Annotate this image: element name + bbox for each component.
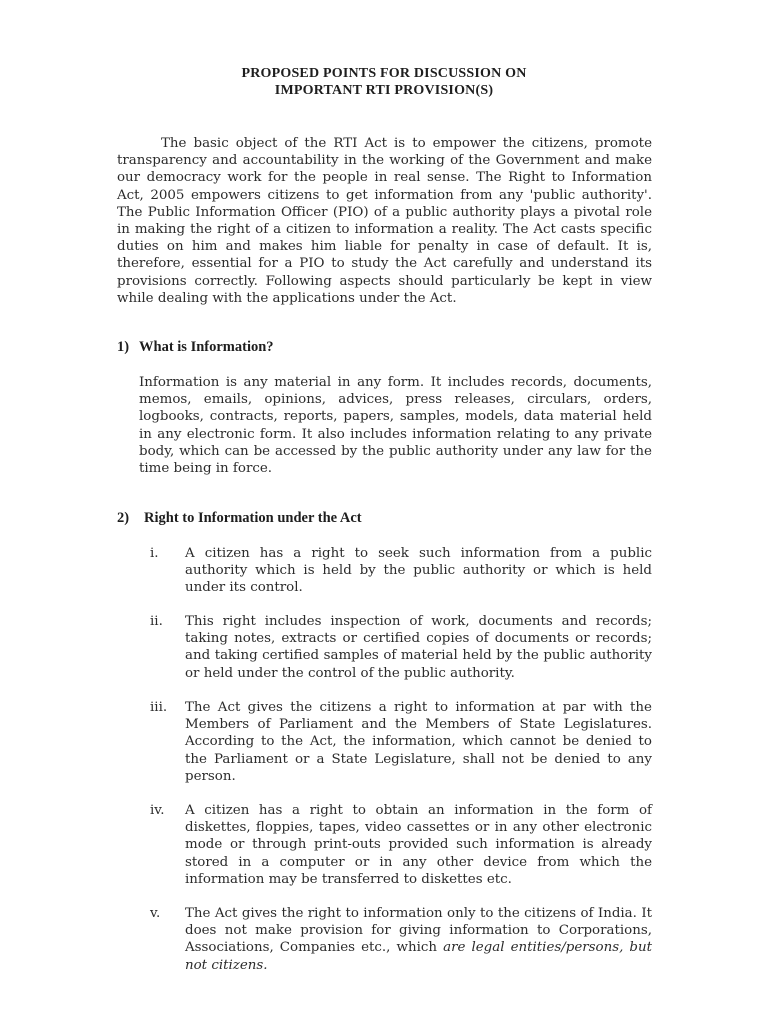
section-1-body: Information is any material in any form. It includes records, documents, memos, emails, opinions, advices, press releases, circulars, orders, logbooks, contracts, reports, papers, samples, models, data material held in any electronic form. It also includes information relating to any private body, which can be accessed by the public authority under any law for the time being in force. (139, 375, 652, 477)
list-item-numeral: iv. (150, 803, 165, 818)
list-item-text (185, 905, 652, 974)
document-title-line-1: PROPOSED POINTS FOR DISCUSSION ON (241, 66, 527, 81)
document-title-line-2: IMPORTANT RTI PROVISION(S) (274, 83, 494, 98)
section-1-number: 1) (117, 339, 130, 355)
list-item-numeral: iii. (150, 700, 168, 715)
list-item-text-regular: The Act gives the right to information only to the citizens of India. It does not make provision for giving information to Corporations, Associations, Companies etc., which (185, 906, 652, 956)
list-item-numeral: v. (150, 906, 161, 921)
section-2-heading (117, 510, 362, 527)
list-item-text: A citizen has a right to seek such information from a public authority which is held by the public authority or which is held under its control. (185, 546, 652, 596)
list-item-text-italic: are legal entities/persons, but not citizens. (185, 940, 653, 973)
section-2-number: 2) (117, 510, 130, 526)
section-1-heading (117, 339, 274, 356)
list-item-numeral: i. (150, 546, 159, 561)
section-2-title: Right to Information under the Act (144, 510, 362, 526)
list-item-text: This right includes inspection of work, documents and records; taking notes, extracts or certified copies of documents or records; and taking certified samples of material held by the public authority or held under the control of the public authority. (185, 614, 652, 681)
list-item-numeral: ii. (150, 614, 163, 629)
list-item-text: The Act gives the citizens a right to information at par with the Members of Parliament and the Members of State Legislatures. According to the Act, the information, which cannot be denied to the Parliament or a State Legislature, shall not be denied to any person. (185, 700, 652, 784)
intro-paragraph: The basic object of the RTI Act is to empower the citizens, promote transparency and accountability in the working of the Government and make our democracy work for the people in real sense. The Right to Information Act, 2005 empowers citizens to get information from any 'public authority'. The Public Information Officer (PIO) of a public authority plays a pivotal role in making the right of a citizen to information a reality. The Act casts specific duties on him and makes him liable for penalty in case of default. It is, therefore, essential for a PIO to study the Act carefully and understand its provisions correctly. Following aspects should particularly be kept in view while dealing with the applications under the Act. (117, 136, 652, 306)
list-item-text: A citizen has a right to obtain an information in the form of diskettes, floppies, tapes, video cassettes or in any other electronic mode or through print-outs provided such information is already stored in a computer or in any other device from which the information may be transferred to diskettes etc. (185, 803, 652, 887)
section-1-title: What is Information? (139, 339, 274, 355)
